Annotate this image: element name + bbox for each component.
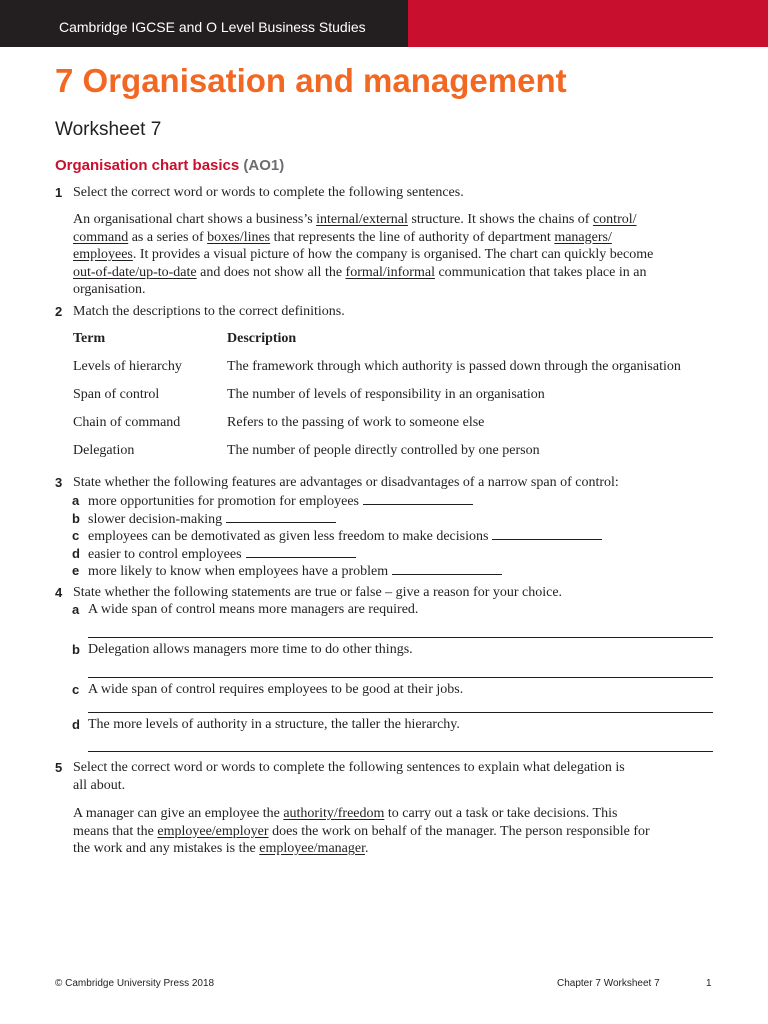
item-letter: c: [72, 682, 80, 697]
item-letter: e: [72, 563, 80, 578]
answer-blank[interactable]: [492, 527, 602, 540]
option-text: internal/external: [316, 212, 408, 227]
section-ao: (AO1): [243, 157, 285, 174]
term-cell: Levels of hierarchy: [73, 359, 182, 374]
table-row: [73, 443, 681, 471]
list-item: The more levels of authority in a structure, the taller the hierarchy.: [88, 717, 460, 732]
option-text: employee/manager: [259, 841, 365, 856]
list-item: more opportunities for promotion for employees: [88, 492, 473, 511]
question-number: 5: [55, 760, 63, 775]
list-item: slower decision-making: [88, 510, 336, 529]
chapter-title: 7 Organisation and management: [55, 62, 567, 99]
matching-table: [73, 331, 681, 471]
answer-line[interactable]: [88, 637, 713, 638]
item-letter: d: [72, 717, 80, 732]
option-text: employees: [73, 247, 133, 262]
table-header-description: Description: [227, 331, 297, 346]
answer-blank[interactable]: [392, 562, 502, 575]
table-header-row: [73, 331, 681, 359]
header-title: Cambridge IGCSE and O Level Business Studies: [59, 19, 366, 35]
description-cell: Refers to the passing of work to someone else: [227, 415, 485, 430]
option-text: managers/: [554, 229, 612, 245]
description-cell: The number of levels of responsibility in an organisation: [227, 387, 545, 402]
table-row: [73, 387, 681, 415]
table-row: [73, 415, 681, 443]
list-item: Delegation allows managers more time to do other things.: [88, 642, 413, 657]
item-letter: b: [72, 511, 80, 526]
item-letter: d: [72, 546, 80, 561]
item-letter: b: [72, 642, 80, 657]
term-cell: Chain of command: [73, 415, 181, 430]
answer-line[interactable]: [88, 677, 713, 678]
description-cell: The framework through which authority is passed down through the organisation: [227, 359, 681, 374]
option-text: command: [73, 229, 129, 245]
q5-paragraph: A manager can give an employee the authority/freedom to carry out a task or take decisions. This means that the employee/employer does the work on behalf of the manager. The person responsible for the work and any mistakes is the employee/manager.: [73, 806, 650, 856]
question-prompt: Select the correct word or words to complete the following sentences.: [73, 185, 464, 200]
question-number: 2: [55, 304, 63, 319]
option-text: authority/freedom: [283, 806, 385, 821]
option-text: employee/employer: [157, 823, 269, 839]
item-letter: a: [72, 493, 80, 508]
table-row: [73, 359, 681, 387]
header-accent: [408, 0, 768, 47]
term-cell: Delegation: [73, 443, 135, 458]
list-item: A wide span of control means more managers are required.: [88, 602, 419, 617]
footer-page-number: 1: [706, 978, 712, 989]
list-item: more likely to know when employees have a problem: [88, 562, 502, 581]
answer-blank[interactable]: [246, 545, 356, 558]
q1-paragraph: An organisational chart shows a business’s internal/external structure. It shows the chains of control/ command as a series of boxes/lines that represents the line of authority of department managers/ employees. It provides a visual picture of how the company is organised. The chart can quickly become out-of-date/up-to-date and does not show all the formal/informal communication that takes place in an organisation.: [73, 212, 654, 297]
question-prompt: State whether the following features are advantages or disadvantages of a narrow span of control:: [73, 475, 619, 490]
list-item: employees can be demotivated as given less freedom to make decisions: [88, 527, 602, 546]
item-letter: c: [72, 528, 80, 543]
footer-chapter: Chapter 7 Worksheet 7: [557, 978, 660, 989]
description-cell: The number of people directly controlled by one person: [227, 443, 540, 458]
answer-blank[interactable]: [226, 510, 336, 523]
table-header-term: Term: [73, 331, 106, 346]
question-prompt: State whether the following statements are true or false – give a reason for your choice.: [73, 585, 563, 600]
option-text: boxes/lines: [207, 229, 271, 245]
option-text: formal/informal: [345, 264, 435, 280]
item-letter: a: [72, 602, 80, 617]
question-prompt: Select the correct word or words to complete the following sentences to explain what delegation is all about.: [73, 760, 625, 793]
worksheet-title: Worksheet 7: [55, 119, 162, 140]
option-text: control/: [592, 212, 637, 227]
question-prompt: Match the descriptions to the correct definitions.: [73, 304, 345, 319]
term-cell: Span of control: [73, 387, 160, 402]
option-text: out-of-date/up-to-date: [73, 264, 197, 280]
list-item: A wide span of control requires employees to be good at their jobs.: [88, 682, 464, 697]
question-number: 3: [55, 475, 63, 490]
answer-line[interactable]: [88, 751, 713, 752]
answer-blank[interactable]: [363, 492, 473, 505]
section-title-text: Organisation chart basics: [55, 157, 240, 174]
footer-copyright: © Cambridge University Press 2018: [55, 978, 215, 989]
answer-line[interactable]: [88, 712, 713, 713]
section-title: [55, 157, 284, 174]
question-number: 1: [55, 185, 63, 200]
question-number: 4: [55, 585, 63, 600]
list-item: easier to control employees: [88, 545, 356, 564]
